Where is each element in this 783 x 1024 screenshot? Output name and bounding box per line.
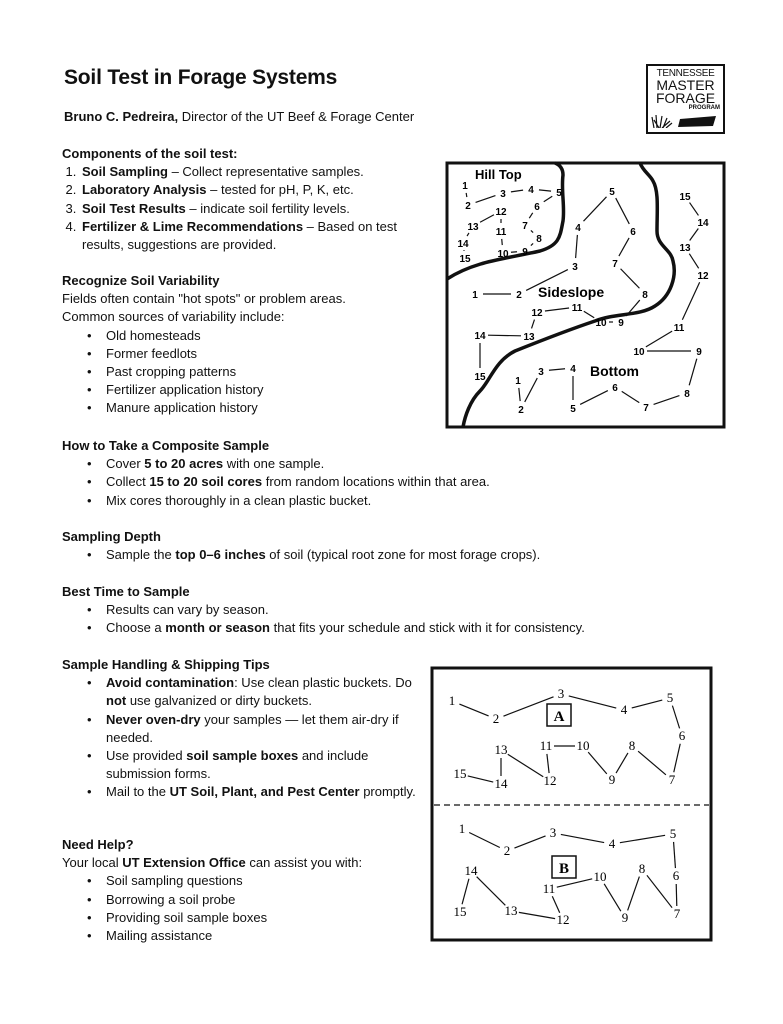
bottom-point-14: 14 [697, 218, 709, 229]
sideslope-point-4: 4 [575, 223, 581, 234]
component-name: Laboratory Analysis [82, 182, 207, 198]
handling-section [62, 656, 432, 802]
bottom-point-2: 2 [518, 405, 524, 416]
text: with one sample. [223, 456, 325, 472]
text: use galvanized or dirty buckets. [126, 693, 312, 709]
text: can assist you with: [245, 855, 363, 871]
handling-item [106, 783, 432, 801]
pattern-b-point-3: 3 [549, 825, 557, 840]
emphasis: month or season [165, 620, 271, 636]
hilltop-point-3: 3 [500, 189, 506, 200]
hilltop-point-12: 12 [495, 207, 507, 218]
text: Use provided [106, 748, 187, 764]
text: from random locations within that area. [262, 474, 490, 490]
depth-title: Sampling Depth [62, 529, 161, 544]
hilltop-point-8: 8 [536, 234, 542, 245]
bottom-point-13: 13 [679, 243, 691, 254]
pattern-a-point-14: 14 [494, 776, 508, 791]
logo-line-forage: FORAGE [655, 90, 716, 106]
pattern-b-point-11: 11 [542, 881, 556, 896]
hilltop-point-2: 2 [465, 201, 471, 212]
sampling-pattern-diagram [430, 666, 714, 943]
pattern-a-point-4: 4 [620, 702, 628, 717]
master-forage-logo [646, 64, 725, 134]
composite-item [106, 492, 702, 510]
component-desc: – tested for pH, P, K, etc. [206, 182, 354, 198]
bottom-point-7: 7 [643, 403, 649, 414]
composite-item [106, 473, 702, 491]
sideslope-point-9: 9 [618, 318, 624, 329]
sideslope-point-11: 11 [571, 303, 583, 314]
hilltop-point-4: 4 [528, 185, 534, 196]
pattern-b-point-13: 13 [504, 903, 518, 918]
pattern-a-point-6: 6 [678, 728, 686, 743]
sideslope-point-7: 7 [612, 259, 618, 270]
text: Sample the [106, 547, 176, 563]
sideslope-point-15: 15 [474, 372, 486, 383]
bottom-point-5: 5 [570, 404, 576, 415]
text: your samples — let them air-dry if needed. [106, 711, 399, 745]
field-sampling-map [445, 161, 726, 429]
pattern-b-point-1: 1 [458, 821, 466, 836]
help-title: Need Help? [62, 837, 134, 852]
pattern-a-point-13: 13 [494, 742, 508, 757]
handling-title: Sample Handling & Shipping Tips [62, 657, 270, 672]
components-section [62, 145, 442, 254]
pattern-b-point-10: 10 [593, 869, 607, 884]
emphasis: Never oven-dry [106, 711, 201, 727]
bottom-point-10: 10 [633, 347, 645, 358]
bottom-point-11: 11 [673, 323, 685, 334]
hilltop-point-5: 5 [556, 188, 562, 199]
grass-state-icon [650, 112, 722, 128]
author-line [64, 109, 414, 124]
sideslope-point-13: 13 [523, 332, 535, 343]
variability-item: • Fertilizer application history [106, 381, 442, 399]
hilltop-point-14: 14 [457, 239, 469, 250]
sideslope-point-12: 12 [531, 308, 543, 319]
bottom-point-9: 9 [696, 347, 702, 358]
component-desc: – indicate soil fertility levels. [185, 200, 350, 216]
component-name: Fertilizer & Lime Recommendations [82, 218, 304, 234]
pattern-b-segment [676, 884, 677, 906]
emphasis: not [106, 693, 127, 709]
pattern-a-point-11: 11 [539, 738, 553, 753]
pattern-a-point-2: 2 [492, 711, 500, 726]
handling-item [106, 674, 432, 710]
pattern-b-point-15: 15 [453, 904, 467, 919]
variability-item: • Old homesteads [106, 327, 442, 345]
text: that fits your schedule and stick with it for consistency. [270, 620, 585, 636]
text: Mix cores thoroughly in a clean plastic bucket. [106, 492, 372, 508]
zone-label-sideslope: Sideslope [538, 284, 605, 300]
handling-item [106, 747, 432, 783]
bottom-point-8: 8 [684, 389, 690, 400]
pattern-b-point-5: 5 [669, 826, 677, 841]
text: Your local [62, 855, 123, 871]
emphasis: 15 to 20 soil cores [149, 474, 263, 490]
text: and include submission forms. [106, 748, 369, 782]
emphasis: UT Extension Office [122, 855, 246, 871]
component-item [80, 218, 442, 254]
sideslope-point-10: 10 [595, 318, 607, 329]
hilltop-segment [511, 252, 517, 253]
composite-title: How to Take a Composite Sample [62, 438, 270, 453]
logo-line-master: MASTER [656, 77, 715, 93]
bottom-point-15: 15 [679, 192, 691, 203]
text: promptly. [359, 784, 416, 800]
variability-title: Recognize Soil Variability [62, 273, 220, 288]
sideslope-segment [488, 335, 521, 336]
component-item [80, 200, 442, 218]
pattern-a-point-9: 9 [608, 772, 616, 787]
variability-line2: Common sources of variability include: [62, 309, 285, 325]
text: Cover [106, 456, 145, 472]
pattern-b-point-6: 6 [672, 868, 680, 883]
emphasis: top 0–6 inches [175, 547, 266, 563]
variability-item: • Manure application history [106, 399, 442, 417]
hilltop-point-15: 15 [459, 254, 471, 265]
pattern-b-point-14: 14 [464, 863, 478, 878]
panel-a-label: A [553, 709, 565, 725]
hilltop-point-7: 7 [522, 221, 528, 232]
help-item: • Soil sampling questions [106, 872, 442, 890]
hilltop-point-9: 9 [522, 247, 528, 258]
help-item: • Mailing assistance [106, 927, 442, 945]
pattern-a-point-3: 3 [557, 686, 565, 701]
hilltop-point-1: 1 [462, 181, 468, 192]
sideslope-point-3: 3 [572, 262, 578, 273]
text: of soil (typical root zone for most forage crops). [265, 547, 541, 563]
help-section [62, 836, 442, 945]
help-intro [62, 854, 442, 872]
variability-section [62, 272, 442, 418]
hilltop-point-6: 6 [534, 202, 540, 213]
hilltop-segment [466, 193, 467, 197]
pattern-b-point-9: 9 [621, 910, 629, 925]
pattern-b-point-2: 2 [503, 843, 511, 858]
hilltop-point-10: 10 [497, 249, 509, 260]
text: : Use clean plastic buckets. Do [234, 675, 412, 691]
timing-item [106, 619, 722, 637]
bottom-point-4: 4 [570, 364, 576, 375]
text: Choose a [106, 620, 166, 636]
zone-label-hilltop: Hill Top [475, 167, 522, 182]
variability-item: • Former feedlots [106, 345, 442, 363]
author-role: Director of the UT Beef & Forage Center [181, 109, 415, 124]
pattern-a-point-10: 10 [576, 738, 590, 753]
sideslope-point-8: 8 [642, 290, 648, 301]
component-desc: – Collect representative samples. [167, 164, 364, 180]
page-title: Soil Test in Forage Systems [64, 66, 338, 89]
variability-line1: Fields often contain "hot spots" or problem areas. [62, 291, 346, 307]
bottom-point-1: 1 [515, 376, 521, 387]
author-name: Bruno C. Pedreira, [64, 109, 179, 124]
pattern-b-point-12: 12 [556, 912, 570, 927]
components-title: Components of the soil test: [62, 146, 238, 161]
component-desc: – Based on test results, suggestions are provided. [82, 218, 398, 253]
hilltop-point-13: 13 [467, 222, 479, 233]
pattern-a-point-7: 7 [668, 772, 676, 787]
composite-section [62, 437, 702, 510]
hilltop-point-11: 11 [495, 227, 507, 238]
text: Collect [106, 474, 150, 490]
component-item [80, 163, 442, 181]
panel-b-label: B [558, 861, 570, 877]
component-name: Soil Sampling [82, 164, 168, 180]
pattern-a-point-8: 8 [628, 738, 636, 753]
emphasis: 5 to 20 acres [144, 456, 224, 472]
sideslope-point-6: 6 [630, 227, 636, 238]
pattern-a-point-1: 1 [448, 693, 456, 708]
timing-item [106, 601, 722, 619]
pattern-b-point-7: 7 [673, 906, 681, 921]
sideslope-point-2: 2 [516, 290, 522, 301]
text: Mail to the [106, 784, 170, 800]
hilltop-segment [502, 239, 503, 245]
timing-section [62, 583, 722, 638]
pattern-a-point-5: 5 [666, 690, 674, 705]
logo-line-tennessee: TENNESSEE [656, 68, 715, 79]
sideslope-point-1: 1 [472, 290, 478, 301]
logo-line-program: PROGRAM [688, 105, 720, 111]
depth-section [62, 528, 702, 564]
timing-title: Best Time to Sample [62, 584, 190, 599]
composite-item [106, 455, 702, 473]
emphasis: Avoid contamination [106, 675, 235, 691]
component-name: Soil Test Results [82, 200, 186, 216]
handling-item [106, 711, 432, 747]
pattern-b-point-4: 4 [608, 836, 616, 851]
zone-label-bottom: Bottom [590, 363, 639, 379]
pattern-a-point-12: 12 [543, 773, 557, 788]
sideslope-point-14: 14 [474, 331, 486, 342]
emphasis: soil sample boxes [186, 748, 299, 764]
help-item: • Borrowing a soil probe [106, 891, 442, 909]
bottom-point-3: 3 [538, 367, 544, 378]
variability-item: • Past cropping patterns [106, 363, 442, 381]
pattern-b-point-8: 8 [638, 861, 646, 876]
pattern-a-point-15: 15 [453, 766, 467, 781]
component-item [80, 181, 442, 199]
bottom-point-6: 6 [612, 383, 618, 394]
sideslope-point-5: 5 [609, 187, 615, 198]
text: Results can vary by season. [106, 602, 269, 618]
emphasis: UT Soil, Plant, and Pest Center [169, 784, 360, 800]
depth-item [106, 546, 702, 564]
bottom-point-12: 12 [697, 271, 709, 282]
help-item: • Providing soil sample boxes [106, 909, 442, 927]
